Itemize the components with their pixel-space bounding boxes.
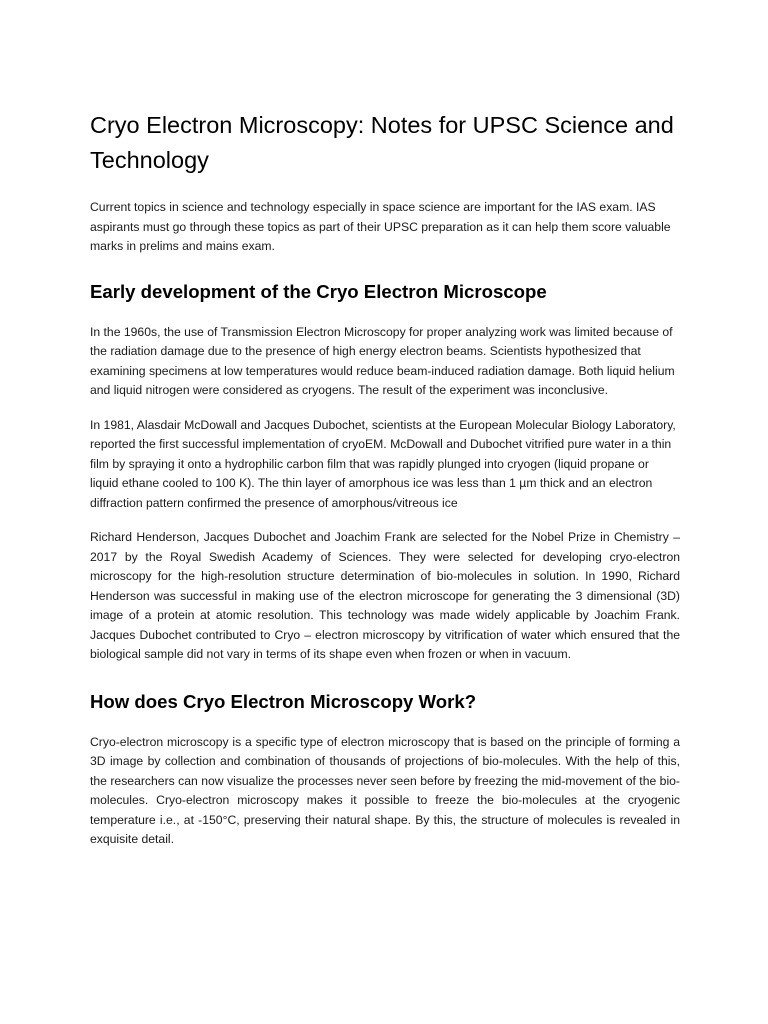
page-title: Cryo Electron Microscopy: Notes for UPSC Science and Technology	[90, 112, 674, 173]
intro-paragraph: Current topics in science and technology especially in space science are important for the IAS exam. IAS aspirants must go through these topics as part of their UPSC preparation as it can help them score valuable marks in prelims and mains exam.	[90, 200, 671, 253]
section-heading-early-development: Early development of the Cryo Electron Microscope	[90, 280, 547, 302]
paragraph-how-it-works: Cryo-electron microscopy is a specific type of electron microscopy that is based on the principle of forming a 3D image by collection and combination of thousands of projections of bio-molecules. With the help of this, the researchers can now visualize the processes never seen before by freezing the mid-movement of the bio-molecules. Cryo-electron microscopy makes it possible to freeze the bio-molecules at the cryogenic temperature i.e., at -150°C, preserving their natural shape. By this, the structure of molecules is revealed in exquisite detail.	[90, 734, 680, 846]
section-heading-how-it-works: How does Cryo Electron Microscopy Work?	[90, 690, 477, 712]
document-content	[90, 108, 680, 850]
paragraph-1960s: In the 1960s, the use of Transmission Electron Microscopy for proper analyzing work was limited because of the radiation damage due to the presence of high energy electron beams. Scientists hypothesized that examining specimens at low temperatures would reduce beam-induced radiation damage. Both liquid helium and liquid nitrogen were considered as cryogens. The result of the experiment was inconclusive.	[90, 324, 675, 397]
paragraph-nobel-prize: Richard Henderson, Jacques Dubochet and Joachim Frank are selected for the Nobel Prize in Chemistry – 2017 by the Royal Swedish Academy of Sciences. They were selected for developing cryo-electron microscopy for the high-resolution structure determination of bio-molecules in solution. In 1990, Richard Henderson was successful in making use of the electron microscope for generating the 3 dimensional (3D) image of a protein at atomic resolution. This technology was made widely applicable by Joachim Frank. Jacques Dubochet contributed to Cryo – electron microscopy by vitrification of water which ensured that the biological sample did not vary in terms of its shape even when frozen or when in vacuum.	[90, 530, 680, 661]
paragraph-1981: In 1981, Alasdair McDowall and Jacques Dubochet, scientists at the European Molecular Biology Laboratory, reported the first successful implementation of cryoEM. McDowall and Dubochet vitrified pure water in a thin film by spraying it onto a hydrophilic carbon film that was rapidly plunged into cryogen (liquid propane or liquid ethane cooled to 100 K). The thin layer of amorphous ice was less than 1 µm thick and an electron diffraction pattern confirmed the presence of amorphous/vitreous ice	[90, 417, 676, 510]
